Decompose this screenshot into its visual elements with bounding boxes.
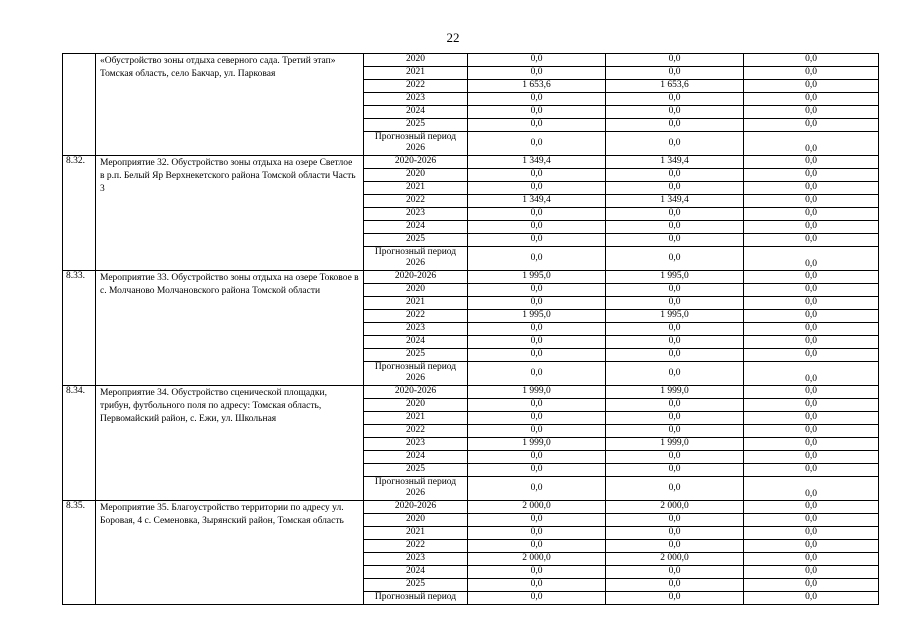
source2-value-cell: 0,0	[744, 156, 879, 169]
source1-value-cell: 1 995,0	[606, 271, 744, 284]
table-row	[63, 54, 879, 67]
source1-value-cell: 0,0	[606, 566, 744, 579]
source2-value-cell: 0,0	[744, 208, 879, 221]
total-value-cell: 1 995,0	[468, 271, 606, 284]
source1-value-cell: 0,0	[606, 234, 744, 247]
source2-value-cell: 0,0	[744, 527, 879, 540]
period-cell: 2025	[364, 234, 468, 247]
activity-number	[63, 54, 96, 156]
total-value-cell: 0,0	[468, 579, 606, 592]
source1-value-cell: 0,0	[606, 579, 744, 592]
total-value-cell: 0,0	[468, 54, 606, 67]
period-cell: 2020-2026	[364, 501, 468, 514]
source1-value-cell: 0,0	[606, 182, 744, 195]
period-cell: 2022	[364, 310, 468, 323]
source2-value-cell: 0,0	[744, 386, 879, 399]
source2-value-cell: 0,0	[744, 221, 879, 234]
period-cell: Прогнозный период 2026	[364, 362, 468, 386]
total-value-cell: 0,0	[468, 93, 606, 106]
total-value-cell: 0,0	[468, 132, 606, 156]
source1-value-cell: 0,0	[606, 247, 744, 271]
source2-value-cell: 0,0	[744, 284, 879, 297]
total-value-cell: 0,0	[468, 399, 606, 412]
period-cell: 2024	[364, 221, 468, 234]
total-value-cell: 0,0	[468, 221, 606, 234]
period-cell: 2022	[364, 540, 468, 553]
activity-name: Мероприятие 35. Благоустройство территории по адресу ул. Боровая, 4 с. Семеновка, Зырянский район, Томская область	[96, 501, 364, 605]
source2-value-cell: 0,0	[744, 477, 879, 501]
source2-value-cell: 0,0	[744, 234, 879, 247]
source2-value-cell: 0,0	[744, 336, 879, 349]
total-value-cell: 0,0	[468, 119, 606, 132]
period-cell: Прогнозный период 2026	[364, 477, 468, 501]
source2-value-cell: 0,0	[744, 514, 879, 527]
table-row	[63, 156, 879, 169]
total-value-cell: 0,0	[468, 106, 606, 119]
source1-value-cell: 0,0	[606, 93, 744, 106]
source1-value-cell: 0,0	[606, 362, 744, 386]
source2-value-cell: 0,0	[744, 438, 879, 451]
total-value-cell: 1 999,0	[468, 438, 606, 451]
source2-value-cell: 0,0	[744, 451, 879, 464]
period-cell: 2023	[364, 208, 468, 221]
total-value-cell: 0,0	[468, 540, 606, 553]
source1-value-cell: 0,0	[606, 527, 744, 540]
table-row	[63, 271, 879, 284]
source2-value-cell: 0,0	[744, 412, 879, 425]
source2-value-cell: 0,0	[744, 553, 879, 566]
source2-value-cell: 0,0	[744, 323, 879, 336]
period-cell: 2021	[364, 297, 468, 310]
source1-value-cell: 0,0	[606, 477, 744, 501]
source1-value-cell: 0,0	[606, 412, 744, 425]
activity-number: 8.35.	[63, 501, 96, 605]
total-value-cell: 0,0	[468, 349, 606, 362]
period-cell: 2023	[364, 323, 468, 336]
source1-value-cell: 0,0	[606, 323, 744, 336]
period-cell: 2020	[364, 169, 468, 182]
source1-value-cell: 0,0	[606, 349, 744, 362]
total-value-cell: 0,0	[468, 297, 606, 310]
source2-value-cell: 0,0	[744, 106, 879, 119]
source1-value-cell: 0,0	[606, 540, 744, 553]
funding-table	[62, 53, 879, 605]
source1-value-cell: 1 995,0	[606, 310, 744, 323]
period-cell: 2024	[364, 336, 468, 349]
source2-value-cell: 0,0	[744, 182, 879, 195]
source2-value-cell: 0,0	[744, 247, 879, 271]
source1-value-cell: 1 349,4	[606, 195, 744, 208]
period-cell: 2022	[364, 80, 468, 93]
source1-value-cell: 1 999,0	[606, 386, 744, 399]
activity-name: «Обустройство зоны отдыха северного сада. Третий этап» Томская область, село Бакчар, ул. Парковая	[96, 54, 364, 156]
period-cell: 2024	[364, 106, 468, 119]
period-cell: 2020-2026	[364, 271, 468, 284]
period-cell: 2021	[364, 182, 468, 195]
source2-value-cell: 0,0	[744, 132, 879, 156]
total-value-cell: 1 653,6	[468, 80, 606, 93]
period-cell: Прогнозный период 2026	[364, 247, 468, 271]
source2-value-cell: 0,0	[744, 464, 879, 477]
source1-value-cell: 0,0	[606, 514, 744, 527]
source1-value-cell: 0,0	[606, 336, 744, 349]
total-value-cell: 0,0	[468, 362, 606, 386]
source2-value-cell: 0,0	[744, 195, 879, 208]
period-cell: 2024	[364, 566, 468, 579]
source1-value-cell: 0,0	[606, 464, 744, 477]
table-row	[63, 501, 879, 514]
source1-value-cell: 0,0	[606, 399, 744, 412]
source2-value-cell: 0,0	[744, 54, 879, 67]
source2-value-cell: 0,0	[744, 93, 879, 106]
period-cell: 2022	[364, 195, 468, 208]
total-value-cell: 0,0	[468, 182, 606, 195]
total-value-cell: 0,0	[468, 566, 606, 579]
total-value-cell: 0,0	[468, 208, 606, 221]
source1-value-cell: 0,0	[606, 284, 744, 297]
total-value-cell: 0,0	[468, 67, 606, 80]
period-cell: 2025	[364, 579, 468, 592]
source2-value-cell: 0,0	[744, 579, 879, 592]
source1-value-cell: 0,0	[606, 451, 744, 464]
total-value-cell: 0,0	[468, 592, 606, 605]
source2-value-cell: 0,0	[744, 80, 879, 93]
period-cell: 2020	[364, 54, 468, 67]
period-cell: 2021	[364, 412, 468, 425]
total-value-cell: 0,0	[468, 336, 606, 349]
source2-value-cell: 0,0	[744, 169, 879, 182]
source2-value-cell: 0,0	[744, 362, 879, 386]
source2-value-cell: 0,0	[744, 310, 879, 323]
period-cell: 2023	[364, 93, 468, 106]
total-value-cell: 0,0	[468, 169, 606, 182]
source1-value-cell: 0,0	[606, 592, 744, 605]
total-value-cell: 0,0	[468, 425, 606, 438]
source1-value-cell: 1 653,6	[606, 80, 744, 93]
total-value-cell: 1 349,4	[468, 195, 606, 208]
total-value-cell: 0,0	[468, 477, 606, 501]
period-cell: Прогнозный период 2026	[364, 132, 468, 156]
source2-value-cell: 0,0	[744, 592, 879, 605]
period-cell: 2023	[364, 553, 468, 566]
period-cell: 2025	[364, 349, 468, 362]
activity-number: 8.33.	[63, 271, 96, 386]
source2-value-cell: 0,0	[744, 566, 879, 579]
source2-value-cell: 0,0	[744, 349, 879, 362]
activity-name: Мероприятие 34. Обустройство сценической площадки, трибун, футбольного поля по адресу: Томская область, Первомайский район, с. Ежи, ул. Школьная	[96, 386, 364, 501]
period-cell: 2025	[364, 464, 468, 477]
source2-value-cell: 0,0	[744, 271, 879, 284]
total-value-cell: 2 000,0	[468, 553, 606, 566]
source1-value-cell: 2 000,0	[606, 501, 744, 514]
period-cell: 2020	[364, 514, 468, 527]
source1-value-cell: 0,0	[606, 67, 744, 80]
source1-value-cell: 1 349,4	[606, 156, 744, 169]
total-value-cell: 0,0	[468, 247, 606, 271]
total-value-cell: 0,0	[468, 527, 606, 540]
period-cell: 2020-2026	[364, 156, 468, 169]
source1-value-cell: 0,0	[606, 106, 744, 119]
activity-number: 8.34.	[63, 386, 96, 501]
total-value-cell: 0,0	[468, 412, 606, 425]
total-value-cell: 1 349,4	[468, 156, 606, 169]
source2-value-cell: 0,0	[744, 297, 879, 310]
source1-value-cell: 0,0	[606, 208, 744, 221]
page-number: 22	[446, 30, 460, 45]
source2-value-cell: 0,0	[744, 425, 879, 438]
source1-value-cell: 2 000,0	[606, 553, 744, 566]
period-cell: 2025	[364, 119, 468, 132]
source1-value-cell: 1 999,0	[606, 438, 744, 451]
source1-value-cell: 0,0	[606, 54, 744, 67]
source1-value-cell: 0,0	[606, 169, 744, 182]
activity-name: Мероприятие 32. Обустройство зоны отдыха на озере Светлое в р.п. Белый Яр Верхнекетского района Томской области Часть 3	[96, 156, 364, 271]
period-cell: 2024	[364, 451, 468, 464]
period-cell: 2020-2026	[364, 386, 468, 399]
total-value-cell: 2 000,0	[468, 501, 606, 514]
total-value-cell: 1 999,0	[468, 386, 606, 399]
period-cell: 2020	[364, 284, 468, 297]
period-cell: Прогнозный период	[364, 592, 468, 605]
total-value-cell: 0,0	[468, 323, 606, 336]
total-value-cell: 1 995,0	[468, 310, 606, 323]
source1-value-cell: 0,0	[606, 221, 744, 234]
source1-value-cell: 0,0	[606, 132, 744, 156]
total-value-cell: 0,0	[468, 234, 606, 247]
source2-value-cell: 0,0	[744, 540, 879, 553]
activity-name: Мероприятие 33. Обустройство зоны отдыха на озере Токовое в с. Молчаново Молчановского района Томской области	[96, 271, 364, 386]
source1-value-cell: 0,0	[606, 297, 744, 310]
total-value-cell: 0,0	[468, 284, 606, 297]
total-value-cell: 0,0	[468, 464, 606, 477]
period-cell: 2020	[364, 399, 468, 412]
source2-value-cell: 0,0	[744, 67, 879, 80]
source2-value-cell: 0,0	[744, 119, 879, 132]
activity-number: 8.32.	[63, 156, 96, 271]
table-row	[63, 386, 879, 399]
period-cell: 2021	[364, 67, 468, 80]
source2-value-cell: 0,0	[744, 399, 879, 412]
source1-value-cell: 0,0	[606, 425, 744, 438]
period-cell: 2023	[364, 438, 468, 451]
source2-value-cell: 0,0	[744, 501, 879, 514]
source1-value-cell: 0,0	[606, 119, 744, 132]
period-cell: 2021	[364, 527, 468, 540]
period-cell: 2022	[364, 425, 468, 438]
total-value-cell: 0,0	[468, 514, 606, 527]
total-value-cell: 0,0	[468, 451, 606, 464]
